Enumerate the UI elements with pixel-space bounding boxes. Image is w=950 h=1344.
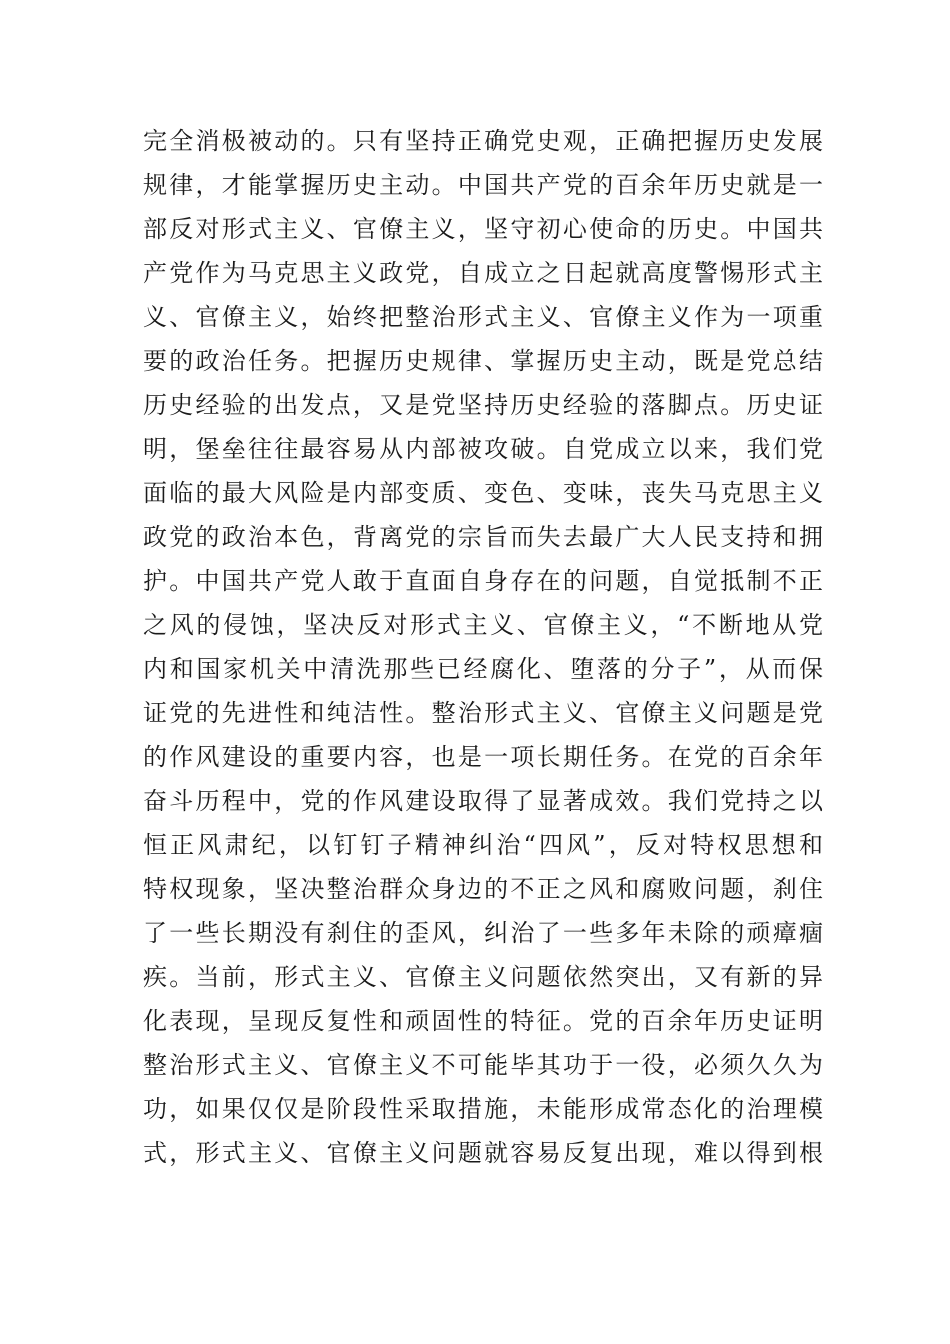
text-line: 整治形式主义、官僚主义不可能毕其功于一役，必须久久为 <box>143 1051 823 1079</box>
text-line: 部反对形式主义、官僚主义，坚守初心使命的历史。中国共 <box>143 215 823 243</box>
text-line: 证党的先进性和纯洁性。整治形式主义、官僚主义问题是党 <box>143 699 823 727</box>
text-line: 面临的最大风险是内部变质、变色、变味，丧失马克思主义 <box>143 479 823 507</box>
text-line: 化表现，呈现反复性和顽固性的特征。党的百余年历史证明 <box>143 1007 823 1035</box>
body-paragraph <box>143 119 823 1175</box>
text-line: 特权现象，坚决整治群众身边的不正之风和腐败问题，刹住 <box>143 875 823 903</box>
text-line: 要的政治任务。把握历史规律、掌握历史主动，既是党总结 <box>143 347 823 375</box>
text-line: 政党的政治本色，背离党的宗旨而失去最广大人民支持和拥 <box>143 523 823 551</box>
text-line: 式，形式主义、官僚主义问题就容易反复出现，难以得到根 <box>143 1139 823 1167</box>
text-line: 的作风建设的重要内容，也是一项长期任务。在党的百余年 <box>143 743 823 771</box>
text-line: 内和国家机关中清洗那些已经腐化、堕落的分子”，从而保 <box>143 655 823 683</box>
text-line: 了一些长期没有刹住的歪风，纠治了一些多年未除的顽瘴痼 <box>143 919 823 947</box>
text-line: 功，如果仅仅是阶段性采取措施，未能形成常态化的治理模 <box>143 1095 823 1123</box>
text-line: 护。中国共产党人敢于直面自身存在的问题，自觉抵制不正 <box>143 567 823 595</box>
text-line: 历史经验的出发点，又是党坚持历史经验的落脚点。历史证 <box>143 391 823 419</box>
text-line: 奋斗历程中，党的作风建设取得了显著成效。我们党持之以 <box>143 787 823 815</box>
text-line: 完全消极被动的。只有坚持正确党史观，正确把握历史发展 <box>143 127 823 155</box>
text-line: 义、官僚主义，始终把整治形式主义、官僚主义作为一项重 <box>143 303 823 331</box>
text-line: 产党作为马克思主义政党，自成立之日起就高度警惕形式主 <box>143 259 823 287</box>
text-line: 之风的侵蚀，坚决反对形式主义、官僚主义，“不断地从党 <box>143 611 823 639</box>
text-line: 规律，才能掌握历史主动。中国共产党的百余年历史就是一 <box>143 171 823 199</box>
text-line: 疾。当前，形式主义、官僚主义问题依然突出，又有新的异 <box>143 963 823 991</box>
text-line: 恒正风肃纪，以钉钉子精神纠治“四风”，反对特权思想和 <box>143 831 823 859</box>
text-line: 明，堡垒往往最容易从内部被攻破。自党成立以来，我们党 <box>143 435 823 463</box>
